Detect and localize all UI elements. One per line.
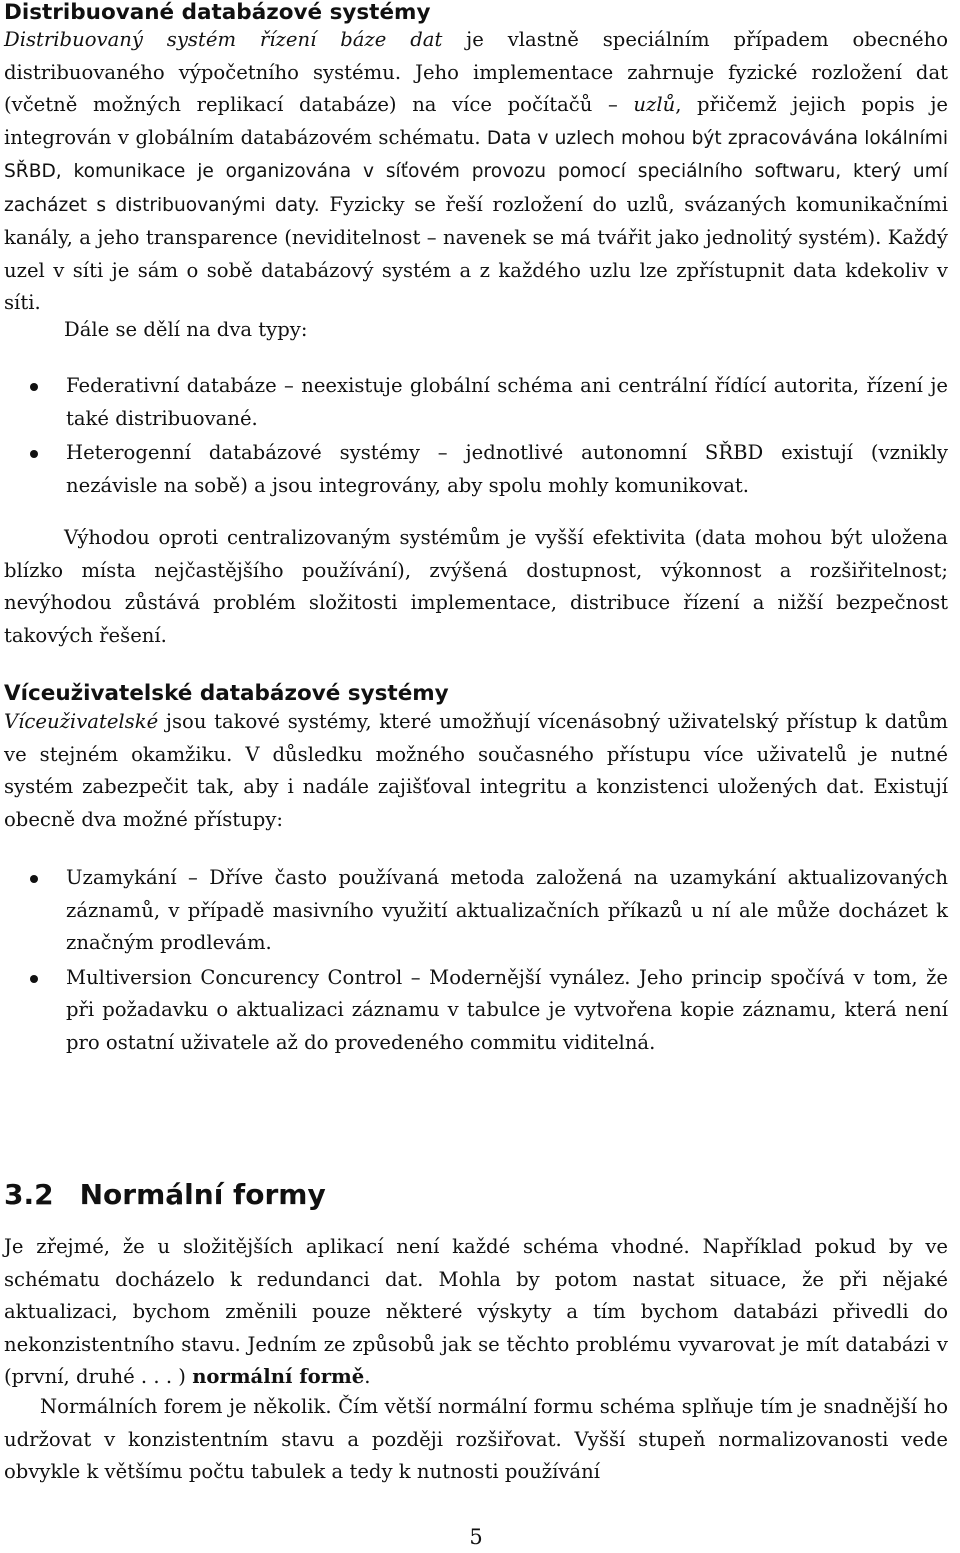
section-title-distributed: Distribuované databázové systémy — [4, 0, 431, 25]
multiuser-term: Víceuživatelské — [4, 710, 159, 733]
normal-form-term: normální formě — [192, 1365, 365, 1388]
chapter-paragraph-1: Je zřejmé, že u složitějších aplikací není každé schéma vhodné. Například pokud by ve schématu docházelo k redundanci dat. Mohla by potom nastat situace, že při nějaké aktualizaci, bychom změnili pouze některé výskyty a tím bychom databázi přivedli do nekonzistentního stavu. Jedním ze způsobů jak se těchto problému vyvarovat je mít databázi v (první, druhé . . . ) normální formě. — [4, 1235, 948, 1388]
bullet-icon — [30, 450, 38, 458]
distributed-paragraph-1: Distribuovaný systém řízení báze dat je vlastně speciálním případem obecného distribuovaného výpočetního systému. Jeho implementace zahrnuje fyzické rozložení dat (včetně možných replikací databáze) na více počítačů – uzlů, přičemž jejich popis je integrován v globálním databázovém schématu. Data v uzlech mohou být zpracovávána lokálními SŘBD, komunikace je organizována v síťovém provozu pomocí speciálního softwaru, který umí zacházet s distribuovanými daty. Fyzicky se řeší rozložení do uzlů, svázaných komunikačními kanály, a jeho transparence (neviditelnost – navenek se má tvářit jako jednolitý systém). Každý uzel v síti je sám o sobě databázový systém a z každého uzlu lze zpřístupnit data kdekoliv v síti. — [4, 28, 948, 314]
multiuser-paragraph-1: Víceuživatelské jsou takové systémy, které umožňují vícenásobný uživatelský přístup k datům ve stejném okamžiku. V důsledku možného současného přístupu více uživatelů je nutné systém zabezpečit tak, aby i nadále zajišťoval integritu a konzistenci uložených dat. Existují obecně dva možné přístupy: — [4, 710, 948, 831]
bullet-icon — [30, 875, 38, 883]
chapter-heading: Normální formy — [79, 1178, 326, 1211]
distributed-paragraph-3: Výhodou oproti centralizovaným systémům je vyšší efektivita (data mohou být uložena blízko místa nejčastějšího používání), zvýšená dostupnost, výkonnost a rozšiřitelnost; nevýhodou zůstává problém složitosti implementace, distribuce řízení a nižší bezpečnost takových řešení. — [4, 526, 948, 647]
list-item: Heterogenní databázové systémy – jednotlivé autonomní SŘBD existují (vznikly nezávisle na sobě) a jsou integrovány, aby spolu mohly komunikovat. — [4, 437, 948, 502]
multiuser-approaches-list — [4, 862, 948, 1059]
chapter-number: 3.2 — [4, 1178, 54, 1211]
distributed-paragraph-2: Dále se dělí na dva typy: — [64, 318, 308, 341]
bullet-icon — [30, 975, 38, 983]
list-item: Federativní databáze – neexistuje globální schéma ani centrální řídící autorita, řízení je také distribuované. — [4, 370, 948, 435]
distributed-term: Distribuovaný systém řízení báze dat — [4, 28, 443, 51]
chapter-paragraph-2: Normálních forem je několik. Čím větší normální formu schéma splňuje tím je snadnější ho udržovat v konzistentním stavu a později rozšiřovat. Vyšší stupeň normalizovanosti vede obvykle k většímu počtu tabulek a tedy k nutnosti používání — [4, 1395, 948, 1483]
section-title-multiuser: Víceuživatelské databázové systémy — [4, 681, 449, 706]
node-term: uzlů — [633, 93, 676, 116]
list-item: Multiversion Concurency Control – Modernější vynález. Jeho princip spočívá v tom, že při požadavku o aktualizaci záznamu v tabulce je vytvořena kopie záznamu, která není pro ostatní uživatele až do provedeného commitu viditelná. — [4, 962, 948, 1060]
list-item: Uzamykání – Dříve často používaná metoda založená na uzamykání aktualizovaných záznamů, v případě masivního využití aktualizačních příkazů u ní ale může docházet k značným prodlevám. — [4, 862, 948, 960]
chapter-title — [4, 1178, 326, 1212]
distributed-types-list — [4, 370, 948, 502]
page-number: 5 — [469, 1525, 483, 1549]
bullet-icon — [30, 383, 38, 391]
